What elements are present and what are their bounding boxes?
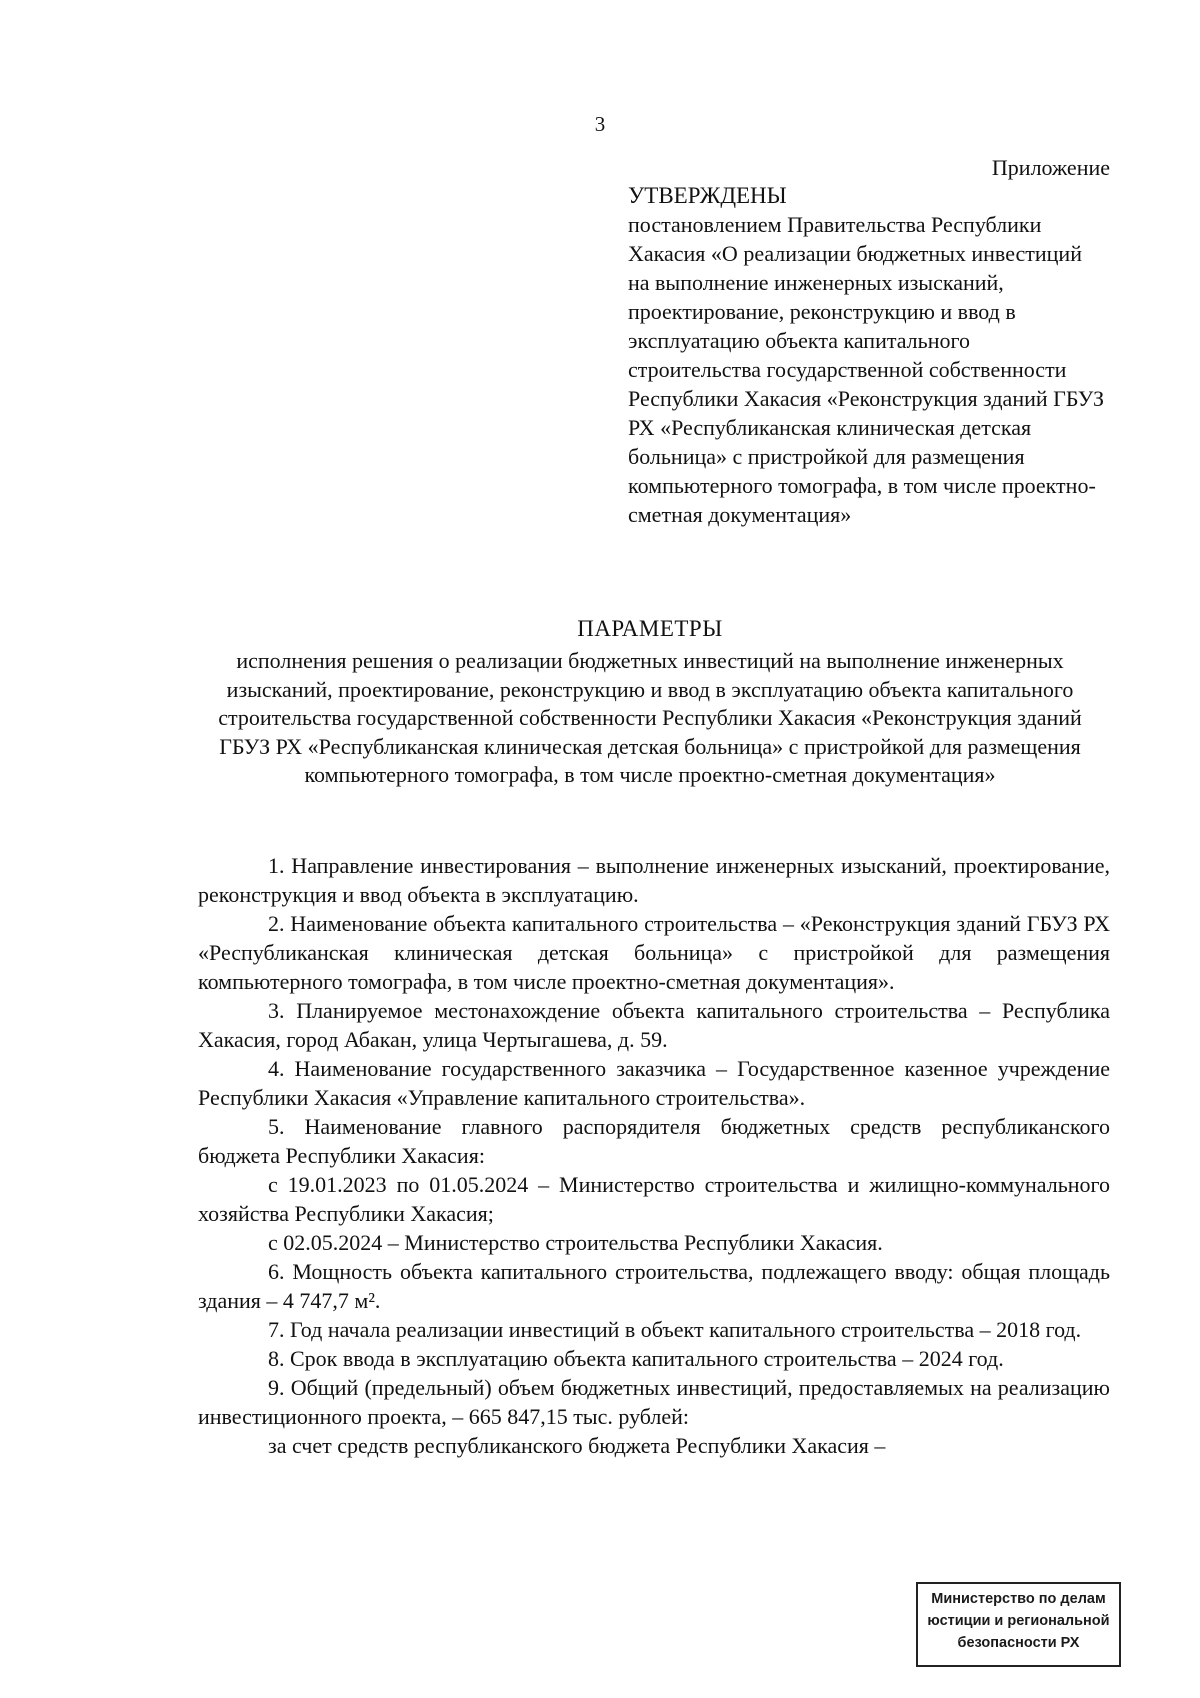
page-number: 3 xyxy=(594,112,606,136)
stamp-line-1: Министерство по делам xyxy=(931,1591,1106,1607)
paragraph-item-6: 6. Мощность объекта капитального строительства, подлежащего вводу: общая площадь здания – 4 747,7 м². xyxy=(198,1259,1110,1313)
paragraph-item-9: 9. Общий (предельный) объем бюджетных инвестиций, предоставляемых на реализацию инвестиционного проекта, – 665 847,15 тыс. рублей: xyxy=(198,1375,1110,1429)
paragraph-item-8: 8. Срок ввода в эксплуатацию объекта капитального строительства – 2024 год. xyxy=(268,1346,1004,1371)
paragraph-item-4: 4. Наименование государственного заказчика – Государственное казенное учреждение Республики Хакасия «Управление капитального строительства». xyxy=(198,1056,1110,1110)
stamp-line-3: безопасности РХ xyxy=(957,1635,1080,1651)
paragraph-item-3: 3. Планируемое местонахождение объекта капитального строительства – Республика Хакасия, город Абакан, улица Чертыгашева, д. 59. xyxy=(198,998,1110,1052)
parameters-list xyxy=(198,851,1110,1460)
paragraph-item-5: 5. Наименование главного распорядителя бюджетных средств республиканского бюджета Республики Хакасия: xyxy=(198,1114,1110,1168)
paragraph-item-9-source: за счет средств республиканского бюджета Республики Хакасия – xyxy=(268,1433,886,1458)
paragraph-item-2: 2. Наименование объекта капитального строительства – «Реконструкция зданий ГБУЗ РХ «Республиканская клиническая детская больница» с пристройкой для размещения компьютерного томографа, в том числе проектно-сметная документация». xyxy=(198,911,1110,994)
paragraph-item-7: 7. Год начала реализации инвестиций в объект капитального строительства – 2018 год. xyxy=(268,1317,1082,1342)
stamp-line-2: юстиции и региональной xyxy=(927,1613,1110,1629)
ministry-stamp xyxy=(916,1582,1121,1667)
paragraph-item-1: 1. Направление инвестирования – выполнение инженерных изысканий, проектирование, реконструкция и ввод объекта в эксплуатацию. xyxy=(198,853,1110,907)
paragraph-item-5-period-2: с 02.05.2024 – Министерство строительства Республики Хакасия. xyxy=(268,1230,883,1255)
paragraph-item-5-period-1: с 19.01.2023 по 01.05.2024 – Министерство строительства и жилищно-коммунального хозяйства Республики Хакасия; xyxy=(198,1172,1110,1226)
approval-text: постановлением Правительства Республики Хакасия «О реализации бюджетных инвестиций на выполнение инженерных изысканий, проектирование, реконструкцию и ввод в эксплуатацию объекта капитального строительства государственной собственности Республики Хакасия «Реконструкция зданий ГБУЗ РХ «Республиканская клиническая детская больница» с пристройкой для размещения компьютерного томографа, в том числе проектно-сметная документация» xyxy=(628,212,1105,527)
document-subtitle: исполнения решения о реализации бюджетных инвестиций на выполнение инженерных изысканий, проектирование, реконструкцию и ввод в эксплуатацию объекта капитального строительства государственной собственности Республики Хакасия «Реконструкция зданий ГБУЗ РХ «Республиканская клиническая детская больница» с пристройкой для размещения компьютерного томографа, в том числе проектно-сметная документация» xyxy=(218,648,1082,787)
appendix-label: Приложение xyxy=(991,155,1110,180)
approved-heading: УТВЕРЖДЕНЫ xyxy=(628,183,787,208)
approval-block xyxy=(628,181,1108,529)
document-title: ПАРАМЕТРЫ xyxy=(577,616,723,641)
